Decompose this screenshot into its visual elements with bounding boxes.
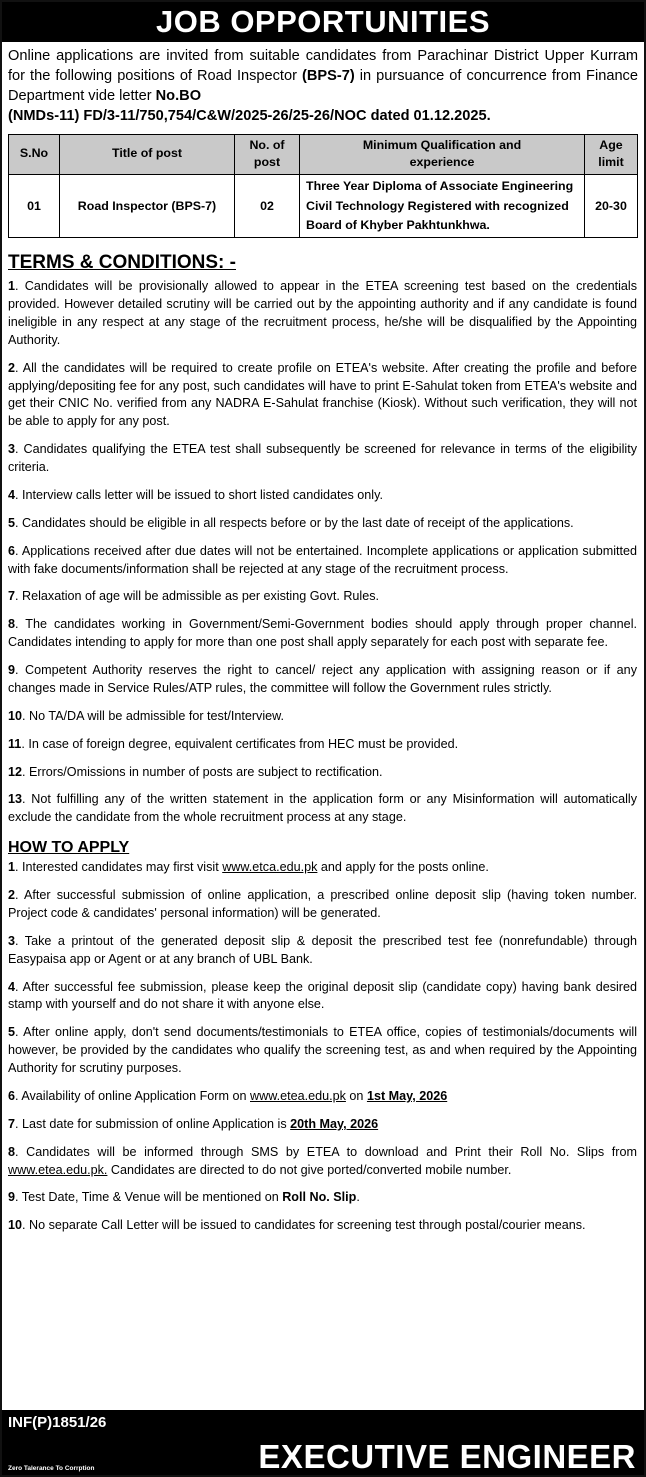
footer-band [2, 1410, 644, 1477]
apply-item-9-post: . [356, 1190, 360, 1205]
apply-item-6-link[interactable]: www.etea.edu.pk [250, 1088, 346, 1103]
cell-qualification-line3: Board of Khyber Pakhtunkhwa. [306, 217, 490, 232]
apply-item-8-post: Candidates are directed to do not give ported/converted mobile number. [107, 1162, 512, 1177]
table-row [9, 175, 638, 238]
col-header-no-of-post [235, 134, 300, 175]
terms-item-8 [8, 616, 637, 652]
apply-item-8-link[interactable]: www.etea.edu.pk. [8, 1162, 108, 1177]
terms-item-9-num: 9 [8, 663, 16, 677]
terms-item-7 [8, 588, 637, 606]
apply-item-6-num: 6 [8, 1088, 16, 1103]
apply-item-9-num: 9 [8, 1190, 16, 1205]
intro-letter-ref: (NMDs-11) FD/3-11/750,754/C&W/2025-26/25-26/NOC dated 01.12.2025. [8, 108, 491, 125]
terms-item-3-text: . Candidates qualifying the ETEA test shall subsequently be screened for relevance in terms of the eligibility criteria. [8, 442, 637, 474]
apply-item-3-num: 3 [8, 933, 16, 948]
apply-item-1-pre: . Interested candidates may first visit [15, 860, 223, 875]
posts-table-wrapper [2, 130, 644, 239]
terms-item-6-num: 6 [8, 543, 16, 558]
apply-item-7-pre: . Last date for submission of online Application is [15, 1116, 291, 1131]
col-header-no-of-post-line1: No. of [249, 137, 285, 152]
apply-item-7 [8, 1116, 637, 1134]
apply-item-3-pre: . Take a printout of the generated deposit slip & deposit the prescribed test fee (nonrefundable) through Easypaisa app or Agent or at any branch of UBL Bank. [8, 933, 637, 966]
terms-item-13 [8, 791, 637, 827]
terms-item-8-text: . The candidates working in Government/Semi-Government bodies should apply through proper channel. Candidates intending to apply for more than one post shall apply separately for each post with separate fee. [8, 617, 637, 650]
apply-item-10-pre: . No separate Call Letter will be issued to candidates for screening test through postal/courier means. [22, 1218, 586, 1233]
apply-item-6-pre: . Availability of online Application Form on [15, 1088, 250, 1103]
bottom-spacer [2, 1235, 644, 1410]
apply-item-5-pre: . After online apply, don't send documents/testimonials to ETEA office, copies of testimonials/documents will however, be provided by the candidates who qualify the screening test, as and when required by the Appointing Authority for scrutiny purposes. [8, 1025, 637, 1075]
apply-item-8-pre: . Candidates will be informed through SMS by ETEA to download and Print their Roll No. Slips from [15, 1144, 637, 1159]
apply-item-4-num: 4 [8, 979, 16, 994]
intro-bps: (BPS-7) [302, 68, 355, 85]
cell-no-of-post: 02 [235, 175, 300, 238]
terms-item-6-text: . Applications received after due dates will not be entertained. Incomplete applications or application submitted with fake documents/information shall be rejected at any stage of the recruitment process. [8, 543, 637, 576]
posts-table [8, 134, 638, 239]
how-to-apply-list [2, 859, 644, 1235]
terms-item-1-num: 1 [8, 279, 16, 294]
terms-item-7-num: 7 [8, 589, 16, 604]
footer-slogan: Zero Talerance To Corrption [8, 1465, 95, 1472]
terms-item-10 [8, 708, 637, 726]
terms-item-4-num: 4 [8, 487, 16, 502]
cell-qualification [300, 175, 585, 238]
col-header-qualification [300, 134, 585, 175]
apply-item-5 [8, 1024, 637, 1078]
apply-item-9-emph: Roll No. Slip [282, 1190, 357, 1205]
terms-item-12 [8, 764, 637, 782]
col-header-no-of-post-line2: post [253, 155, 281, 170]
col-header-age-line1: Age [599, 137, 623, 152]
intro-text-a: Online applications are invited from suitable candidates from Parachinar District Upper Kurram for the following positions of Road Inspector [8, 48, 638, 85]
apply-item-4-pre: . After successful fee submission, please keep the original deposit slip (candidate copy) having bank desired stamp with yourself and do not share it with anyone else. [8, 979, 637, 1012]
terms-item-13-text: . Not fulfilling any of the written statement in the application form or any Misinformation will automatically exclude the candidate from the whole recruitment process at any stage. [8, 792, 637, 825]
col-header-age-line2: limit [598, 155, 624, 170]
col-header-sno: S.No [9, 134, 60, 175]
apply-item-9 [8, 1189, 637, 1207]
apply-item-2-pre: . After successful submission of online application, a prescribed online deposit slip (having token number. Project code & candidates' personal information) will be generated. [8, 888, 637, 920]
how-to-apply-heading: HOW TO APPLY [8, 839, 130, 857]
terms-heading: TERMS & CONDITIONS: - [8, 252, 236, 274]
intro-letter-no: No.BO [155, 88, 202, 105]
terms-item-2 [8, 360, 637, 432]
cell-qualification-line1: Three Year Diploma of Associate Engineering [306, 179, 574, 194]
apply-item-1 [8, 859, 637, 877]
col-header-title: Title of post [60, 134, 235, 175]
apply-item-3 [8, 933, 637, 969]
apply-item-7-num: 7 [8, 1116, 16, 1131]
terms-item-4 [8, 487, 637, 505]
col-header-qualification-line2: experience [409, 155, 475, 170]
page-title: JOB OPPORTUNITIES [2, 0, 644, 42]
apply-item-6 [8, 1088, 637, 1106]
terms-item-9 [8, 662, 637, 698]
terms-item-3 [8, 441, 637, 477]
apply-item-1-link[interactable]: www.etca.edu.pk [222, 860, 318, 875]
apply-item-8-num: 8 [8, 1144, 16, 1159]
terms-item-8-num: 8 [8, 617, 16, 632]
terms-item-4-text: . Interview calls letter will be issued to short listed candidates only. [15, 487, 383, 502]
terms-item-2-num: 2 [8, 360, 16, 375]
apply-item-10-num: 10 [8, 1218, 23, 1233]
intro-text-b: in pursuance of concurrence from Finance Department vide letter [8, 68, 638, 105]
terms-item-7-text: . Relaxation of age will be admissible as per existing Govt. Rules. [15, 589, 380, 604]
apply-item-1-num: 1 [8, 860, 16, 875]
footer-reference-number: INF(P)1851/26 [8, 1414, 107, 1431]
footer-designation: EXECUTIVE ENGINEER [258, 1438, 636, 1475]
terms-item-5-text: . Candidates should be eligible in all respects before or by the last date of receipt of the applications. [15, 515, 574, 530]
terms-item-5 [8, 515, 637, 533]
apply-item-2 [8, 887, 637, 923]
terms-item-3-num: 3 [8, 442, 16, 457]
terms-item-12-num: 12 [8, 764, 23, 779]
cell-title: Road Inspector (BPS-7) [60, 175, 235, 238]
apply-item-6-post: on [345, 1088, 367, 1103]
terms-item-1-text: . Candidates will be provisionally allowed to appear in the ETEA screening test based on the credentials provided. However detailed scrutiny will be carried out by the appointing authority and if any candidate is found ineligible in any respect at any stage of the recruitment process, he/she will be disqualified by the Appointing Authority. [8, 279, 637, 347]
table-header-row [9, 134, 638, 175]
terms-item-13-num: 13 [8, 792, 23, 807]
terms-item-11-num: 11 [8, 736, 22, 751]
apply-item-6-date: 1st May, 2026 [366, 1088, 448, 1103]
terms-item-11 [8, 736, 637, 754]
terms-item-6 [8, 543, 637, 579]
apply-item-7-date: 20th May, 2026 [290, 1116, 379, 1131]
terms-item-9-text: . Competent Authority reserves the right to cancel/ reject any application with assigning reason or if any changes made in Service Rules/ATP rules, the committee will follow the Government rules strictly. [8, 663, 637, 695]
terms-item-12-text: . Errors/Omissions in number of posts are subject to rectification. [22, 764, 383, 779]
terms-item-2-text: . All the candidates will be required to create profile on ETEA's website. After creating the profile and before applying/depositing fee for any post, such candidates will have to print E-Sahulat token from ETEA's website and get their CNIC No. verified from any NADRA E-Sahulat franchise (Kiosk). Without such verification, they will not be able to apply for any post. [8, 360, 637, 429]
apply-item-9-pre: . Test Date, Time & Venue will be mentioned on [15, 1190, 283, 1205]
cell-qualification-line2: Civil Technology Registered with recognized [306, 198, 569, 213]
terms-list [2, 278, 644, 827]
apply-item-10 [8, 1217, 637, 1235]
apply-item-2-num: 2 [8, 888, 16, 902]
col-header-age-limit [585, 134, 638, 175]
terms-item-10-text: . No TA/DA will be admissible for test/Interview. [22, 708, 285, 723]
apply-item-8 [8, 1144, 637, 1180]
terms-item-11-text: . In case of foreign degree, equivalent certificates from HEC must be provided. [21, 736, 459, 751]
apply-item-1-post: and apply for the posts online. [317, 860, 489, 875]
terms-item-5-num: 5 [8, 515, 16, 530]
terms-item-1 [8, 278, 637, 350]
intro-paragraph [2, 42, 644, 130]
terms-item-10-num: 10 [8, 708, 23, 723]
cell-age-limit: 20-30 [585, 175, 638, 238]
cell-sno: 01 [9, 175, 60, 238]
col-header-qualification-line1: Minimum Qualification and [362, 137, 522, 152]
apply-item-5-num: 5 [8, 1025, 16, 1040]
apply-item-4 [8, 979, 637, 1015]
